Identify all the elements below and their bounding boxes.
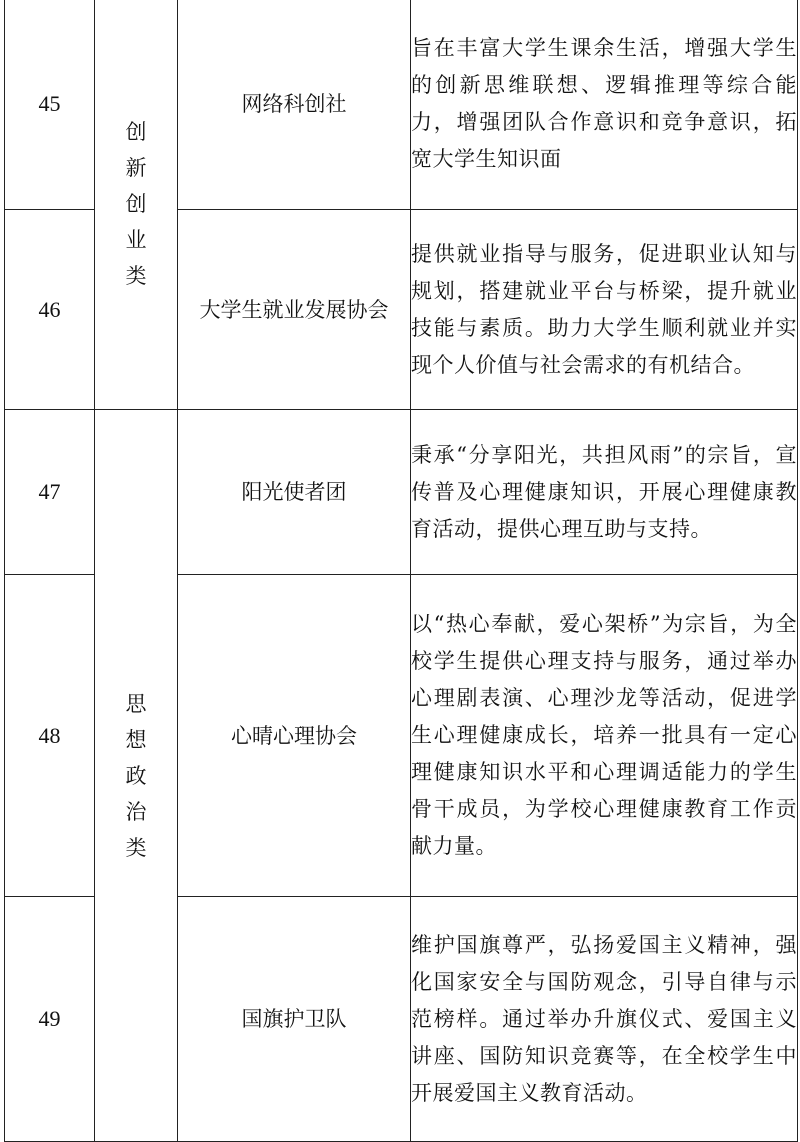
club-description: 秉承“分享阳光，共担风雨”的宗旨，宣传普及心理健康知识，开展心理健康教育活动，提供心理互助与支持。 xyxy=(411,410,798,575)
category-label: 思想政治类 xyxy=(125,691,147,860)
club-name: 阳光使者团 xyxy=(178,410,411,575)
club-description: 旨在丰富大学生课余生活，增强大学生的创新思维联想、逻辑推理等综合能力，增强团队合作意识和竞争意识，拓宽大学生知识面 xyxy=(411,0,798,210)
club-description: 维护国旗尊严，弘扬爱国主义精神，强化国家安全与国防观念，引导自律与示范榜样。通过举办升旗仪式、爱国主义讲座、国防知识竞赛等，在全校学生中开展爱国主义教育活动。 xyxy=(411,897,798,1142)
row-number: 46 xyxy=(5,210,95,410)
club-table xyxy=(4,0,798,1142)
category-cell xyxy=(95,410,178,1142)
club-name: 网络科创社 xyxy=(178,0,411,210)
club-description: 以“热心奉献，爱心架桥”为宗旨，为全校学生提供心理支持与服务，通过举办心理剧表演、心理沙龙等活动，促进学生心理健康成长，培养一批具有一定心理健康知识水平和心理调适能力的学生骨干成员，为学校心理健康教育工作贡献力量。 xyxy=(411,575,798,897)
club-description: 提供就业指导与服务，促进职业认知与规划，搭建就业平台与桥梁，提升就业技能与素质。助力大学生顺利就业并实现个人价值与社会需求的有机结合。 xyxy=(411,210,798,410)
table-row xyxy=(5,0,798,210)
row-number: 49 xyxy=(5,897,95,1142)
row-number: 45 xyxy=(5,0,95,210)
row-number: 47 xyxy=(5,410,95,575)
club-name: 心晴心理协会 xyxy=(178,575,411,897)
club-name: 大学生就业发展协会 xyxy=(178,210,411,410)
table-row xyxy=(5,410,798,575)
row-number: 48 xyxy=(5,575,95,897)
club-name: 国旗护卫队 xyxy=(178,897,411,1142)
category-label: 创新创业类 xyxy=(125,120,147,288)
category-cell xyxy=(95,0,178,410)
